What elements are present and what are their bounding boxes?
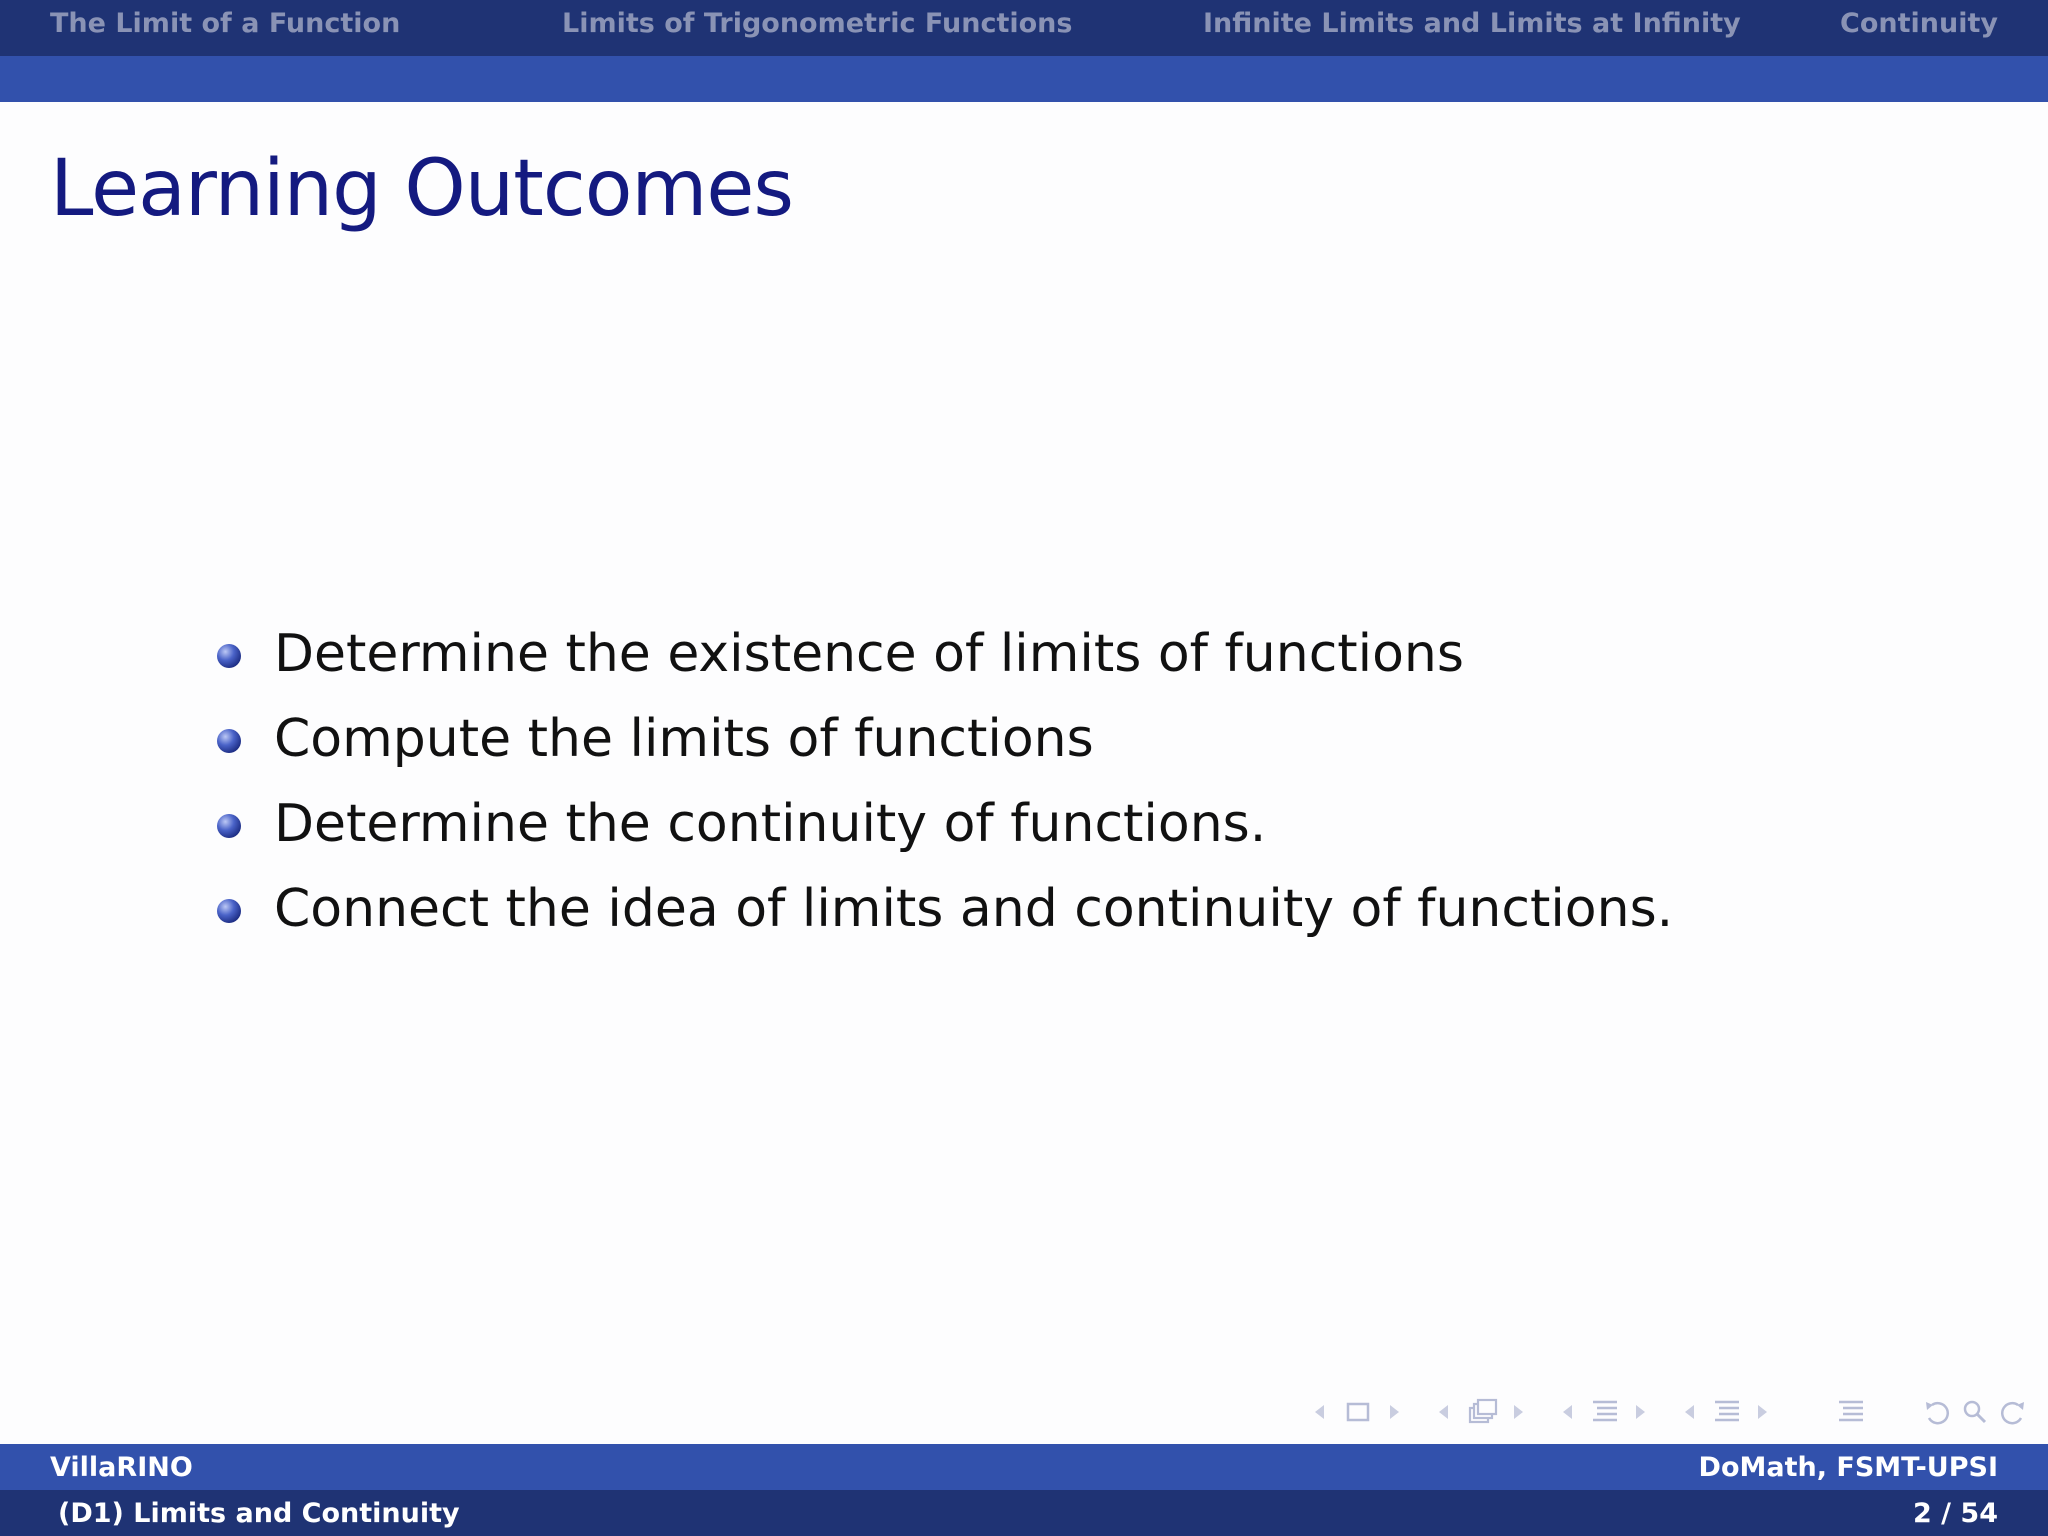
- list-item-text: Determine the continuity of functions.: [274, 794, 1267, 854]
- footer-author: VillaRINO: [50, 1452, 193, 1483]
- section-icon[interactable]: [1712, 1394, 1742, 1430]
- search-icon[interactable]: [1960, 1394, 1990, 1430]
- list-item-text: Compute the limits of functions: [274, 709, 1094, 769]
- prev-arrow-icon[interactable]: [1310, 1394, 1330, 1430]
- document-icon[interactable]: [1836, 1394, 1866, 1430]
- prev-arrow-icon[interactable]: [1680, 1394, 1700, 1430]
- bullet-ball-icon: [217, 729, 241, 753]
- frame-title: Learning Outcomes: [50, 144, 794, 234]
- footer-short-title: (D1) Limits and Continuity: [58, 1498, 460, 1529]
- list-item-text: Determine the existence of limits of functions: [274, 624, 1464, 684]
- nav-section-infinite-limits[interactable]: Infinite Limits and Limits at Infinity: [1203, 8, 1741, 39]
- footer-title-bar: [0, 1490, 2048, 1536]
- subsection-bar: [0, 56, 2048, 102]
- section-navigation-bar: [0, 0, 2048, 56]
- subsection-icon[interactable]: [1466, 1394, 1500, 1430]
- next-arrow-icon[interactable]: [1752, 1394, 1772, 1430]
- list-item-text: Connect the idea of limits and continuity of functions.: [274, 879, 1674, 939]
- nav-section-continuity[interactable]: Continuity: [1840, 8, 1998, 39]
- nav-section-limit-of-function[interactable]: The Limit of a Function: [50, 8, 401, 39]
- beamer-navigation-symbols: [1310, 1394, 2030, 1430]
- bullet-ball-icon: [217, 899, 241, 923]
- prev-arrow-icon[interactable]: [1434, 1394, 1454, 1430]
- frame-icon[interactable]: [1344, 1394, 1374, 1430]
- bullet-ball-icon: [217, 644, 241, 668]
- nav-section-trig-limits[interactable]: Limits of Trigonometric Functions: [562, 8, 1073, 39]
- footer-institute: DoMath, FSMT-UPSI: [1698, 1452, 1998, 1483]
- bullet-ball-icon: [217, 814, 241, 838]
- forward-icon[interactable]: [1994, 1394, 2028, 1430]
- next-arrow-icon[interactable]: [1384, 1394, 1404, 1430]
- footer-author-bar: [0, 1444, 2048, 1490]
- back-icon[interactable]: [1922, 1394, 1956, 1430]
- next-arrow-icon[interactable]: [1630, 1394, 1650, 1430]
- page-number: 2 / 54: [1912, 1498, 1998, 1529]
- next-arrow-icon[interactable]: [1508, 1394, 1528, 1430]
- section-icon[interactable]: [1590, 1394, 1620, 1430]
- prev-arrow-icon[interactable]: [1558, 1394, 1578, 1430]
